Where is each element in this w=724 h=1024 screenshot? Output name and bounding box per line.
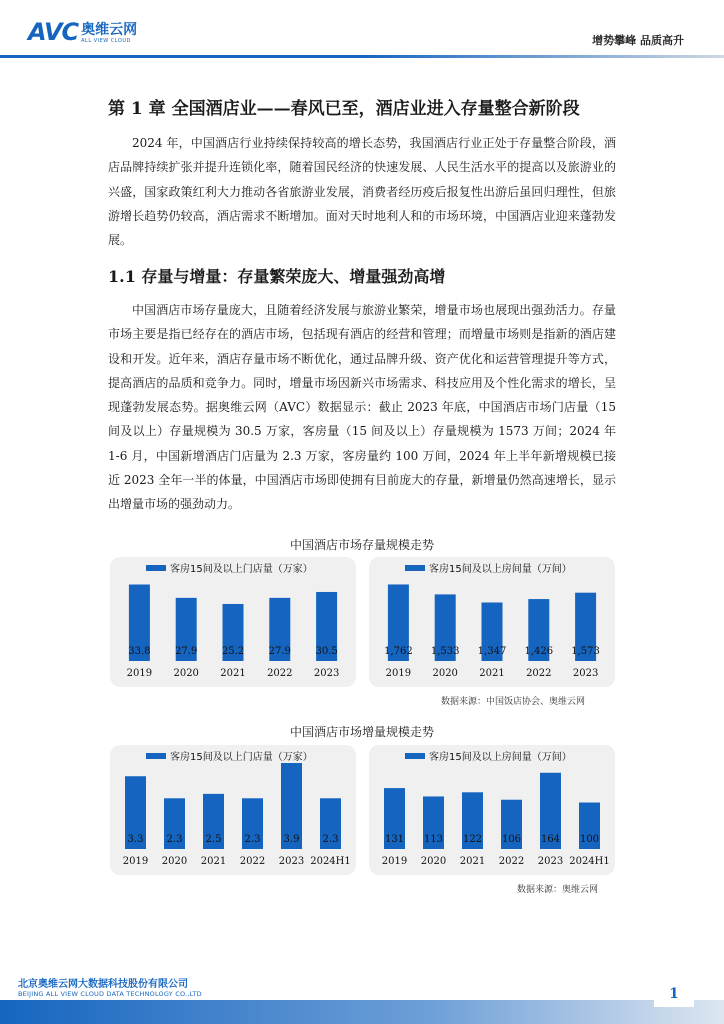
x-tick-2024H1: 2024H1 bbox=[569, 856, 610, 867]
data-label-2022: 106 bbox=[501, 834, 522, 845]
avc-logo bbox=[28, 20, 137, 44]
legend-label: 客房15间及以上门店量（万家） bbox=[170, 752, 313, 763]
data-label-2023: 1,573 bbox=[571, 646, 600, 657]
stock-stores-chart bbox=[110, 557, 356, 687]
chapter-title: 第 1 章 全国酒店业——春风已至，酒店业进入存量整合新阶段 bbox=[108, 99, 580, 119]
chart-legend bbox=[405, 750, 572, 763]
chart-panel-increment-stores bbox=[110, 745, 356, 875]
x-tick-2022: 2022 bbox=[498, 856, 525, 867]
legend-label: 客房15间及以上门店量（万家） bbox=[170, 564, 313, 575]
chart-panel-stock-rooms bbox=[369, 557, 615, 687]
legend-swatch bbox=[146, 753, 166, 759]
data-label-2023: 3.9 bbox=[283, 834, 300, 845]
increment-stores-chart bbox=[110, 745, 356, 875]
x-tick-2020: 2020 bbox=[161, 856, 188, 867]
stock-chart-group-title: 中国酒店市场存量规模走势 bbox=[289, 538, 434, 552]
x-tick-2023: 2023 bbox=[278, 856, 305, 867]
increment-chart-group-title: 中国酒店市场增量规模走势 bbox=[289, 725, 434, 739]
chart-legend bbox=[146, 750, 313, 763]
data-label-2024H1: 2.3 bbox=[322, 834, 339, 845]
x-tick-2023: 2023 bbox=[537, 856, 564, 867]
logo-cn-text: 奥维云网 bbox=[81, 22, 138, 38]
x-tick-2021: 2021 bbox=[200, 856, 227, 867]
page-header bbox=[0, 0, 724, 60]
legend-swatch bbox=[405, 565, 425, 571]
data-label-2019: 3.3 bbox=[127, 834, 144, 845]
logo-en-text: ALL VIEW CLOUD bbox=[81, 38, 131, 44]
data-label-2023: 30.5 bbox=[315, 646, 338, 657]
data-label-2021: 1,347 bbox=[477, 646, 507, 657]
x-tick-2019: 2019 bbox=[126, 668, 153, 679]
x-tick-2019: 2019 bbox=[385, 668, 412, 679]
footer-bar bbox=[0, 1000, 724, 1024]
data-label-2020: 113 bbox=[423, 834, 444, 845]
stock-rooms-chart bbox=[369, 557, 615, 687]
x-tick-2022: 2022 bbox=[267, 668, 293, 679]
data-label-2021: 25.2 bbox=[221, 646, 245, 657]
x-tick-2021: 2021 bbox=[220, 668, 246, 679]
chart-panel-increment-rooms bbox=[369, 745, 615, 875]
page-number: 1 bbox=[654, 981, 694, 1007]
legend-swatch bbox=[146, 565, 166, 571]
increment-chart-source: 数据来源：奥维云网 bbox=[517, 885, 599, 895]
chart-legend bbox=[146, 562, 313, 575]
footer-company-cn: 北京奥维云网大数据科技股份有限公司 bbox=[18, 979, 188, 990]
data-label-2023: 164 bbox=[540, 834, 561, 845]
x-tick-2023: 2023 bbox=[572, 668, 599, 679]
data-label-2019: 1,762 bbox=[384, 646, 413, 657]
x-tick-2021: 2021 bbox=[479, 668, 505, 679]
x-tick-2020: 2020 bbox=[173, 668, 199, 679]
x-tick-2022: 2022 bbox=[239, 856, 266, 867]
logo-mark: AVC bbox=[28, 18, 79, 46]
data-label-2021: 2.5 bbox=[205, 834, 222, 845]
chart-panel-stock-stores bbox=[110, 557, 356, 687]
increment-rooms-chart bbox=[369, 745, 615, 875]
data-label-2022: 27.9 bbox=[268, 646, 291, 657]
header-slogan: 增势攀峰 品质高升 bbox=[592, 34, 684, 47]
section-paragraph: 中国酒店市场存量庞大，且随着经济发展与旅游业繁荣，增量市场也展现出强劲活力。存量市场主要是指已经存在的酒店市场，包括现有酒店的经营和管理；而增量市场则是指新的酒店建设和开发。近年来，酒店存量市场不断优化，通过品牌升级、资产优化和运营管理提升等方式，提高酒店的品质和竞争力。同时，增量市场因新兴市场需求、科技应用及个性化需求的增长，呈现蓬勃发展态势。据奥维云网（AVC）数据显示：截止 2023 年底，中国酒店市场门店量（15 间及以上）存量规模为 30.5 万家，客房量（15 间及以上）存量规模为 1573 万间；2024 年 1-6 月，中国新增酒店门店量为 2.3 万家，客房量约 100 万间，2024 年上半年新增规模已接近 2023 全年一半的体量，中国酒店市场即使拥有目前庞大的存量，新增量仍然高速增长，显示出增量市场的强劲动力。 bbox=[108, 303, 616, 512]
data-label-2019: 33.8 bbox=[128, 646, 151, 657]
data-label-2020: 27.9 bbox=[175, 646, 198, 657]
footer-company-en: BEIJING ALL VIEW CLOUD DATA TECHNOLOGY CO.,LTD bbox=[18, 990, 202, 998]
section-title: 1.1 存量与增量：存量繁荣庞大、增量强劲高增 bbox=[108, 267, 446, 286]
x-tick-2019: 2019 bbox=[122, 856, 149, 867]
x-tick-2023: 2023 bbox=[313, 668, 340, 679]
legend-swatch bbox=[405, 753, 425, 759]
stock-chart-source: 数据来源：中国饭店协会、奥维云网 bbox=[441, 697, 586, 707]
legend-label: 客房15间及以上房间量（万间） bbox=[429, 564, 572, 575]
x-tick-2022: 2022 bbox=[526, 668, 552, 679]
data-label-2022: 1,426 bbox=[524, 646, 554, 657]
data-label-2020: 1,533 bbox=[430, 646, 460, 657]
legend-label: 客房15间及以上房间量（万间） bbox=[429, 752, 572, 763]
intro-paragraph: 2024 年，中国酒店行业持续保持较高的增长态势，我国酒店行业正处于存量整合阶段，酒店品牌持续扩张并提升连锁化率，随着国民经济的快速发展、人民生活水平的提高以及旅游业的兴盛，国家政策红利大力推动各省旅游业发展，消费者经历疫后报复性出游后虽回归理性，但旅游增长趋势仍较高，酒店需求不断增加。面对天时地利人和的市场环境，中国酒店业迎来蓬勃发展。 bbox=[108, 136, 616, 248]
x-tick-2021: 2021 bbox=[459, 856, 486, 867]
data-label-2022: 2.3 bbox=[244, 834, 261, 845]
chart-legend bbox=[405, 562, 572, 575]
data-label-2020: 2.3 bbox=[166, 834, 183, 845]
x-tick-2019: 2019 bbox=[381, 856, 408, 867]
header-divider bbox=[0, 55, 724, 58]
x-tick-2020: 2020 bbox=[420, 856, 447, 867]
x-tick-2024H1: 2024H1 bbox=[310, 856, 351, 867]
data-label-2024H1: 100 bbox=[579, 834, 600, 845]
data-label-2019: 131 bbox=[384, 834, 405, 845]
x-tick-2020: 2020 bbox=[432, 668, 458, 679]
data-label-2021: 122 bbox=[462, 834, 483, 845]
